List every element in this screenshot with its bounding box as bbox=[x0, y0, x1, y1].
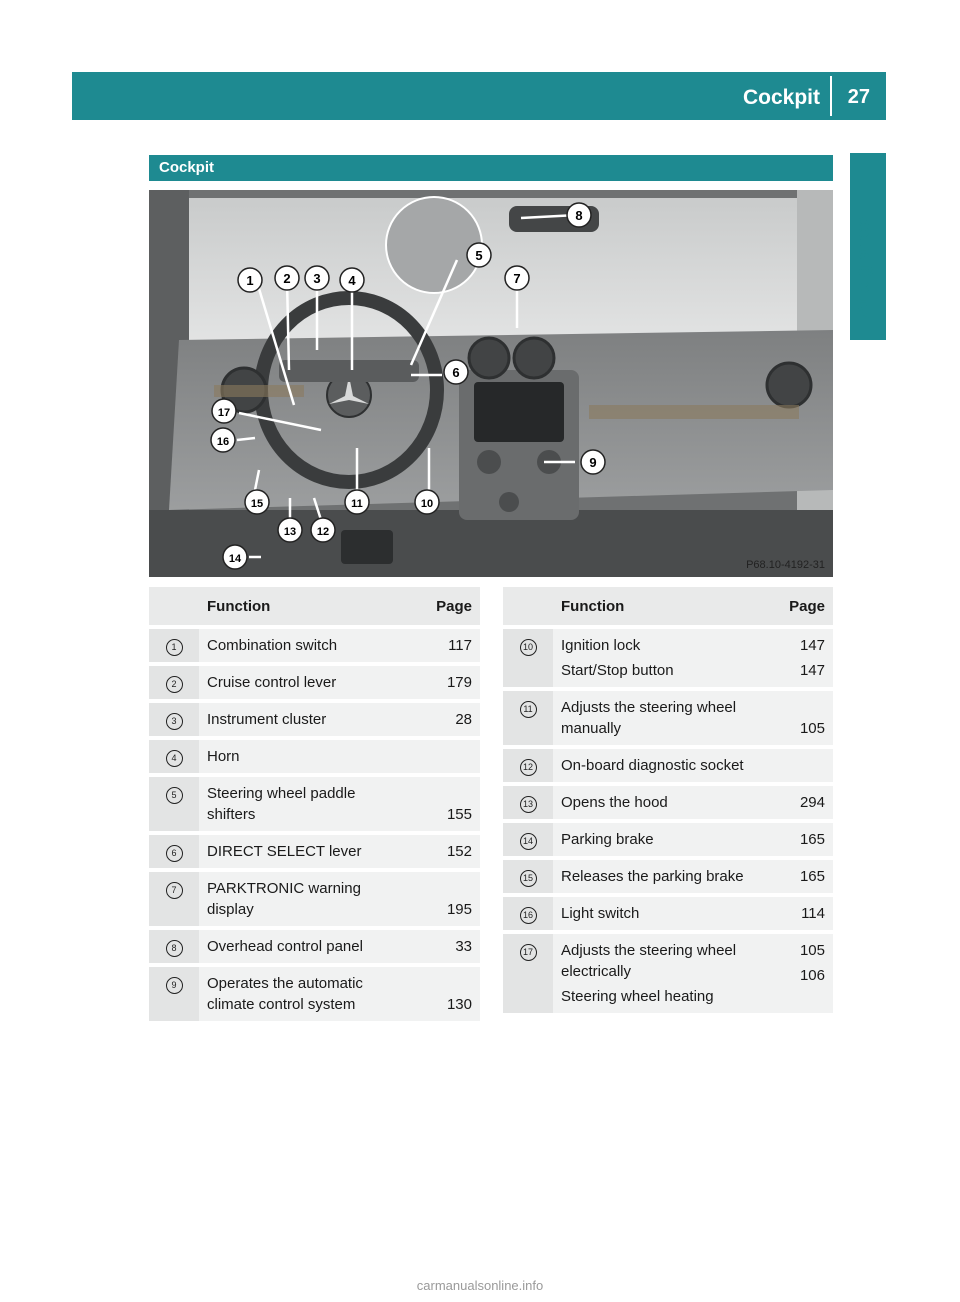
table-row bbox=[149, 870, 480, 928]
page-cell: 179 bbox=[406, 664, 480, 701]
svg-text:16: 16 bbox=[216, 436, 230, 448]
svg-text:5: 5 bbox=[475, 248, 483, 263]
page-cell: 155 bbox=[406, 775, 480, 833]
page-text: 105 bbox=[799, 942, 825, 959]
page-cell bbox=[759, 627, 833, 689]
function-cell: Operates the automatic climate control system bbox=[199, 965, 406, 1021]
svg-text:17: 17 bbox=[217, 407, 231, 419]
function-cell bbox=[553, 895, 759, 932]
table-row bbox=[149, 701, 480, 738]
callout-1 bbox=[238, 268, 262, 292]
page-cell bbox=[759, 932, 833, 1013]
function-cell: Steering wheel paddle shifters bbox=[199, 775, 406, 833]
row-number bbox=[149, 775, 199, 833]
section-title: Cockpit bbox=[149, 155, 833, 181]
callout-2 bbox=[275, 266, 299, 290]
row-number bbox=[149, 870, 199, 928]
row-number bbox=[503, 627, 553, 689]
page-cell bbox=[759, 689, 833, 747]
function-cell bbox=[553, 627, 759, 689]
function-table-left bbox=[149, 587, 480, 1021]
number-badge: 12 bbox=[520, 759, 537, 776]
page-text: 165 bbox=[799, 868, 825, 885]
number-badge: 6 bbox=[166, 845, 183, 862]
cockpit-illustration bbox=[149, 190, 833, 577]
callout-8 bbox=[567, 203, 591, 227]
table-row bbox=[149, 928, 480, 965]
page-cell: 152 bbox=[406, 833, 480, 870]
col-number bbox=[149, 587, 199, 627]
function-cell: Horn bbox=[199, 738, 406, 775]
photo-reference-code: P68.10-4192-31 bbox=[746, 559, 825, 571]
number-badge: 16 bbox=[520, 907, 537, 924]
function-cell bbox=[553, 784, 759, 821]
table-row bbox=[149, 965, 480, 1021]
function-cell bbox=[553, 858, 759, 895]
callout-14 bbox=[223, 545, 247, 569]
table-row bbox=[503, 747, 833, 784]
row-number bbox=[149, 701, 199, 738]
header-divider bbox=[830, 76, 832, 116]
table-row bbox=[149, 738, 480, 775]
table-row bbox=[149, 833, 480, 870]
footer-watermark: carmanualsonline.info bbox=[416, 1278, 544, 1293]
svg-text:4: 4 bbox=[348, 273, 356, 288]
callout-16 bbox=[211, 428, 235, 452]
page-number: 27 bbox=[847, 86, 870, 108]
table-row bbox=[149, 775, 480, 833]
col-page: Page bbox=[406, 587, 480, 627]
function-text: Steering wheel heating bbox=[561, 988, 714, 1005]
table-row bbox=[503, 932, 833, 1013]
row-number bbox=[503, 895, 553, 932]
svg-text:10: 10 bbox=[420, 498, 434, 510]
callout-5 bbox=[467, 243, 491, 267]
number-badge: 4 bbox=[166, 750, 183, 767]
row-number bbox=[149, 928, 199, 965]
function-text: Adjusts the steering wheel electrically bbox=[561, 942, 737, 980]
row-number bbox=[503, 821, 553, 858]
function-cell: Overhead control panel bbox=[199, 928, 406, 965]
callout-4 bbox=[340, 268, 364, 292]
page-text: 147 bbox=[799, 662, 825, 679]
function-cell: PARKTRONIC warning display bbox=[199, 870, 406, 928]
row-number bbox=[503, 747, 553, 784]
number-badge: 14 bbox=[520, 833, 537, 850]
header-title: Cockpit bbox=[742, 86, 820, 109]
table-row bbox=[503, 627, 833, 689]
svg-text:6: 6 bbox=[452, 365, 460, 380]
page-text: 147 bbox=[799, 637, 825, 654]
page-text: 106 bbox=[799, 967, 825, 984]
col-function: Function bbox=[199, 587, 406, 627]
function-text: Releases the parking brake bbox=[561, 868, 744, 885]
svg-text:13: 13 bbox=[283, 526, 297, 538]
page-cell: 33 bbox=[406, 928, 480, 965]
callout-9 bbox=[581, 450, 605, 474]
row-number bbox=[149, 833, 199, 870]
row-number bbox=[149, 627, 199, 664]
number-badge: 9 bbox=[166, 977, 183, 994]
number-badge: 3 bbox=[166, 713, 183, 730]
table-row bbox=[503, 689, 833, 747]
svg-text:8: 8 bbox=[575, 208, 583, 223]
number-badge: 13 bbox=[520, 796, 537, 813]
svg-text:15: 15 bbox=[250, 498, 264, 510]
function-cell: Cruise control lever bbox=[199, 664, 406, 701]
number-badge: 7 bbox=[166, 882, 183, 899]
number-badge: 10 bbox=[520, 639, 537, 656]
row-number bbox=[503, 932, 553, 1013]
col-function: Function bbox=[553, 587, 759, 627]
svg-text:2: 2 bbox=[283, 271, 291, 286]
page-cell: 28 bbox=[406, 701, 480, 738]
function-cell: Combination switch bbox=[199, 627, 406, 664]
table-row bbox=[503, 821, 833, 858]
row-number bbox=[503, 858, 553, 895]
row-number bbox=[503, 689, 553, 747]
number-badge: 1 bbox=[166, 639, 183, 656]
cockpit-photo bbox=[149, 190, 833, 577]
page-cell: 195 bbox=[406, 870, 480, 928]
number-badge: 15 bbox=[520, 870, 537, 887]
page-cell bbox=[759, 784, 833, 821]
row-number bbox=[149, 738, 199, 775]
callout-3 bbox=[305, 266, 329, 290]
page-text: 294 bbox=[799, 794, 825, 811]
svg-text:12: 12 bbox=[316, 526, 330, 538]
number-badge: 17 bbox=[520, 944, 537, 961]
svg-text:1: 1 bbox=[246, 273, 254, 288]
row-number bbox=[149, 965, 199, 1021]
function-cell bbox=[553, 747, 759, 784]
callout-17 bbox=[212, 399, 236, 423]
callout-13 bbox=[278, 518, 302, 542]
callout-11 bbox=[345, 490, 369, 514]
function-text: Ignition lock bbox=[561, 637, 641, 654]
function-text: Start/Stop button bbox=[561, 662, 674, 679]
callout-6 bbox=[444, 360, 468, 384]
function-cell bbox=[553, 821, 759, 858]
number-badge: 5 bbox=[166, 787, 183, 804]
svg-text:3: 3 bbox=[313, 271, 321, 286]
table-row bbox=[503, 784, 833, 821]
page-cell bbox=[759, 747, 833, 784]
function-text: Adjusts the steering wheel manually bbox=[561, 699, 737, 737]
page-cell bbox=[759, 895, 833, 932]
page-cell bbox=[759, 821, 833, 858]
row-number bbox=[503, 784, 553, 821]
callout-15 bbox=[245, 490, 269, 514]
number-badge: 11 bbox=[520, 701, 537, 718]
page-cell: 117 bbox=[406, 627, 480, 664]
callout-12 bbox=[311, 518, 335, 542]
function-cell bbox=[553, 932, 759, 1013]
col-number bbox=[503, 587, 553, 627]
side-tab-label: At a glance bbox=[853, 216, 874, 319]
svg-text:14: 14 bbox=[228, 553, 242, 565]
col-page: Page bbox=[759, 587, 833, 627]
svg-text:7: 7 bbox=[513, 271, 521, 286]
table-row bbox=[503, 858, 833, 895]
callout-7 bbox=[505, 266, 529, 290]
function-table-right bbox=[503, 587, 833, 1013]
number-badge: 2 bbox=[166, 676, 183, 693]
function-cell: DIRECT SELECT lever bbox=[199, 833, 406, 870]
number-badge: 8 bbox=[166, 940, 183, 957]
page-text: 114 bbox=[801, 905, 825, 922]
page-cell: 130 bbox=[406, 965, 480, 1021]
function-text: Opens the hood bbox=[561, 794, 668, 811]
page-text: 165 bbox=[799, 831, 825, 848]
table-row bbox=[149, 627, 480, 664]
page-header-bar bbox=[72, 72, 886, 120]
row-number bbox=[149, 664, 199, 701]
page-text: 105 bbox=[799, 720, 825, 737]
function-text: Light switch bbox=[561, 905, 640, 922]
function-text: On-board diagnostic socket bbox=[561, 757, 744, 774]
function-text: Parking brake bbox=[561, 831, 654, 848]
function-cell bbox=[553, 689, 759, 747]
page-cell bbox=[759, 858, 833, 895]
function-cell: Instrument cluster bbox=[199, 701, 406, 738]
page-cell bbox=[406, 738, 480, 775]
table-row bbox=[149, 664, 480, 701]
table-row bbox=[503, 895, 833, 932]
svg-text:11: 11 bbox=[351, 498, 363, 510]
svg-text:9: 9 bbox=[589, 455, 597, 470]
callout-10 bbox=[415, 490, 439, 514]
